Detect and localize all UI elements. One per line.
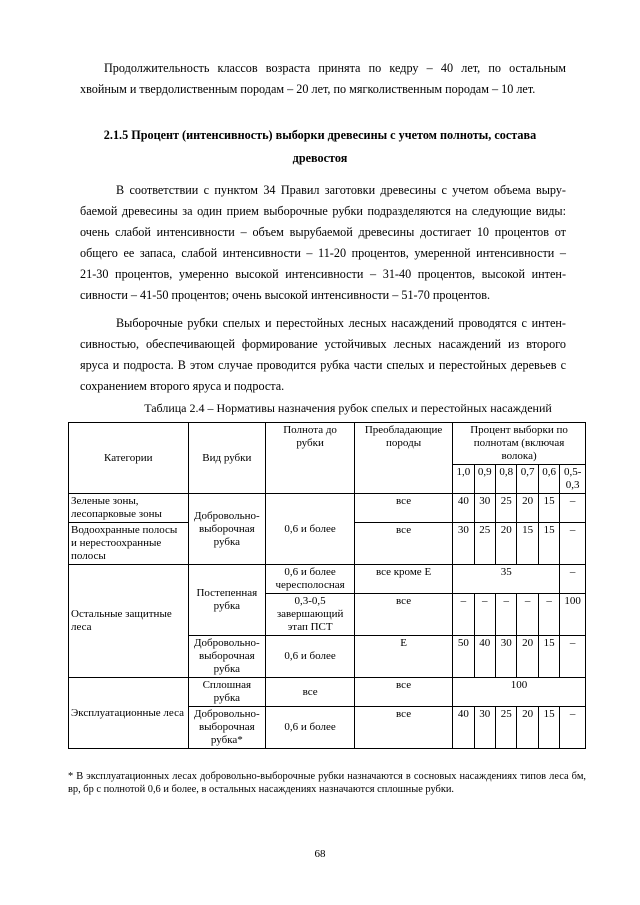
type-cell: Постепенная рубка (188, 565, 266, 636)
paragraph-1-line: очень слабой интенсивности – объем вырубаемой древесины достигает 10 процентов от (80, 225, 566, 239)
value-cell: 15 (538, 707, 559, 749)
value-cell: 15 (538, 523, 559, 565)
density-cell: 0,6 и более (266, 636, 355, 678)
header-density-col: 1,0 (453, 465, 474, 494)
header-density-col: 0,6 (538, 465, 559, 494)
species-cell: все (355, 678, 453, 707)
value-cell: 50 (453, 636, 474, 678)
table-footnote: * В эксплуатационных лесах добровольно-выборочные рубки назначаются в сосновых насаждениях типов леса бм, вр, бр с полнотой 0,6 и более, в остальных насаждениях назначаются сплошные рубки. (68, 771, 586, 795)
value-cell: 25 (474, 523, 495, 565)
value-cell: – (517, 594, 538, 636)
value-cell: 30 (453, 523, 474, 565)
header-percent: Процент выборки по полнотам (включая волока) (453, 423, 586, 465)
header-density-col: 0,5-0,3 (560, 465, 586, 494)
value-cell-merged: 35 (453, 565, 560, 594)
value-cell: – (560, 707, 586, 749)
section-heading-line-2: древостоя (292, 151, 348, 165)
value-cell: 20 (517, 707, 538, 749)
value-cell: – (453, 594, 474, 636)
table-row (69, 494, 586, 523)
paragraph-2-line: сивностью, обеспечивающей формирование устойчивых лесных насаждений из второго (80, 337, 566, 351)
value-cell: 30 (474, 494, 495, 523)
header-category: Категории (69, 423, 189, 494)
value-cell: – (560, 636, 586, 678)
type-cell: Добровольно-выборочная рубка (188, 494, 266, 565)
intro-paragraph-line-1: Продолжительность классов возраста принята по кедру – 40 лет, по остальным (104, 61, 566, 75)
value-cell: – (560, 494, 586, 523)
value-cell: 40 (474, 636, 495, 678)
header-density-col: 0,8 (496, 465, 517, 494)
category-cell: Зеленые зоны, лесопарковые зоны (69, 494, 189, 523)
value-cell: 20 (517, 494, 538, 523)
paragraph-1-line: баемой древесины за один прием выборочные рубки подразделяются на следующие виды: (80, 204, 566, 218)
value-cell: – (560, 523, 586, 565)
value-cell: – (474, 594, 495, 636)
type-cell: Сплошная рубка (188, 678, 266, 707)
density-cell: 0,6 и более (266, 494, 355, 565)
value-cell: – (560, 565, 586, 594)
density-cell: 0,6 и более чересполосная (266, 565, 355, 594)
header-type: Вид рубки (188, 423, 266, 494)
value-cell: 20 (517, 636, 538, 678)
value-cell: 40 (453, 707, 474, 749)
species-cell: все (355, 523, 453, 565)
header-density-col: 0,7 (517, 465, 538, 494)
type-cell: Добровольно-выборочная рубка (188, 636, 266, 678)
density-cell: все (266, 678, 355, 707)
category-cell: Водоохранные полосы и нерестоохранные полосы (69, 523, 189, 565)
density-cell: 0,6 и более (266, 707, 355, 749)
category-cell: Эксплуатационные леса (69, 678, 189, 749)
value-cell: 15 (538, 636, 559, 678)
intro-paragraph-line-2: хвойным и твердолиственным породам – 20 лет, по мягколиственным породам – 10 лет. (80, 82, 536, 96)
paragraph-2-line: яруса и подроста. В этом случае проводится рубка части спелых и перестойных деревьев с (80, 358, 566, 372)
header-species: Преобладающие породы (355, 423, 453, 494)
species-cell: все (355, 594, 453, 636)
value-cell: – (538, 594, 559, 636)
paragraph-2-line: Выборочные рубки спелых и перестойных лесных насаждений проводятся с интен- (116, 316, 566, 330)
paragraph-1-line: общего ее запаса, слабой интенсивности – 11-20 процентов, умеренной интенсивности – (80, 246, 566, 260)
value-cell: 25 (496, 707, 517, 749)
value-cell: 15 (517, 523, 538, 565)
value-cell: 15 (538, 494, 559, 523)
value-cell-merged: 100 (453, 678, 586, 707)
species-cell: все (355, 707, 453, 749)
value-cell: 40 (453, 494, 474, 523)
table-row (69, 678, 586, 707)
density-cell: 0,3-0,5 завершающий этап ПСТ (266, 594, 355, 636)
paragraph-1-line: В соответствии с пунктом 34 Правил заготовки древесины с учетом объема выру- (116, 183, 566, 197)
norms-table (68, 422, 586, 749)
species-cell: все (355, 494, 453, 523)
type-cell: Добровольно-выборочная рубка* (188, 707, 266, 749)
page-number: 68 (314, 848, 326, 860)
species-cell: Е (355, 636, 453, 678)
species-cell: все кроме Е (355, 565, 453, 594)
category-cell: Остальные защитные леса (69, 565, 189, 678)
header-density: Полнота до рубки (266, 423, 355, 494)
section-heading-line-1: 2.1.5 Процент (интенсивность) выборки древесины с учетом полноты, состава (103, 128, 537, 142)
table-row (69, 565, 586, 594)
header-density-col: 0,9 (474, 465, 495, 494)
value-cell: 100 (560, 594, 586, 636)
value-cell: 20 (496, 523, 517, 565)
paragraph-1-line: 21-30 процентов, умеренно высокой интенсивности – 31-40 процентов, высокой интен- (80, 267, 566, 281)
table-caption: Таблица 2.4 – Нормативы назначения рубок спелых и перестойных насаждений (144, 401, 552, 415)
paragraph-1-line: сивности – 41-50 процентов; очень высокой интенсивности – 51-70 процентов. (80, 288, 491, 302)
value-cell: 30 (474, 707, 495, 749)
value-cell: 25 (496, 494, 517, 523)
value-cell: 30 (496, 636, 517, 678)
value-cell: – (496, 594, 517, 636)
paragraph-2-line: сохранением второго яруса и подроста. (80, 379, 285, 393)
